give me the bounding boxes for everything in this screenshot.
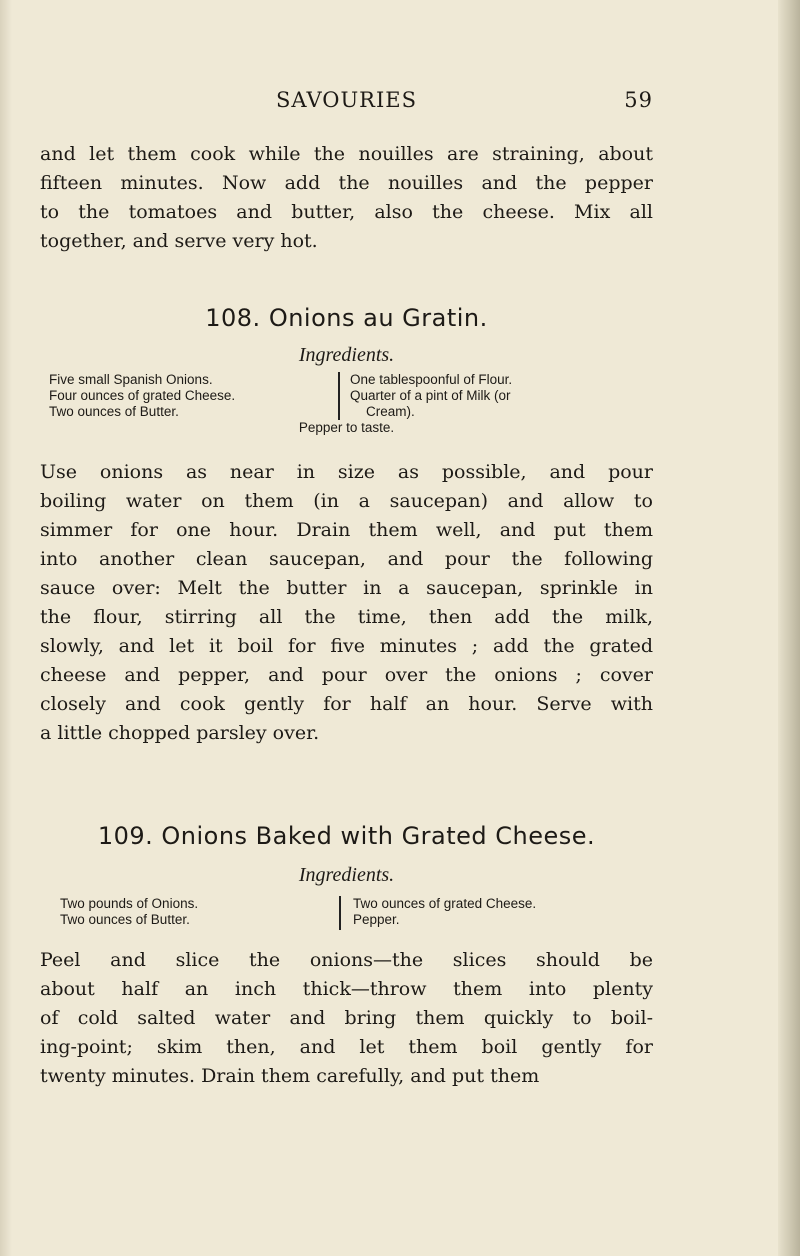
ingredient-item: Two ounces of Butter. bbox=[49, 404, 179, 419]
ingredient-item: Quarter of a pint of Milk (or bbox=[350, 388, 511, 403]
text-line: ing-point; skim then, and let them boil gently for bbox=[40, 1036, 653, 1058]
text-line: a little chopped parsley over. bbox=[40, 722, 320, 744]
text-line: of cold salted water and bring them quickly to boil- bbox=[40, 1007, 653, 1029]
page-number: 59 bbox=[624, 88, 653, 112]
running-head bbox=[40, 88, 653, 118]
text-line: cheese and pepper, and pour over the onions ; cover bbox=[40, 664, 653, 686]
recipe-108-ingredients-left bbox=[49, 372, 235, 420]
text-line: the flour, stirring all the time, then add the milk, bbox=[40, 606, 653, 628]
ingredient-item: Five small Spanish Onions. bbox=[49, 372, 213, 387]
text-line: twenty minutes. Drain them carefully, and put them bbox=[40, 1065, 540, 1087]
intro-paragraph bbox=[40, 140, 653, 256]
recipe-109-ingredients-left bbox=[60, 896, 198, 928]
ingredients-divider bbox=[338, 372, 340, 420]
page-gutter-left bbox=[0, 0, 12, 1256]
text-line: about half an inch thick—throw them into plenty bbox=[40, 978, 653, 1000]
ingredient-item: One tablespoonful of Flour. bbox=[350, 372, 513, 387]
ingredients-divider bbox=[339, 896, 341, 930]
page-edge-right bbox=[778, 0, 800, 1256]
ingredient-item: Cream). bbox=[366, 404, 415, 419]
text-line: into another clean saucepan, and pour the following bbox=[40, 548, 653, 570]
recipe-108-title: 108. Onions au Gratin. bbox=[205, 304, 488, 332]
ingredient-item: Two ounces of Butter. bbox=[60, 912, 190, 927]
text-line: closely and cook gently for half an hour. Serve with bbox=[40, 693, 653, 715]
text-line: boiling water on them (in a saucepan) and allow to bbox=[40, 490, 653, 512]
text-line: and let them cook while the nouilles are straining, about bbox=[40, 143, 653, 165]
recipe-108-ingredients-footer: Pepper to taste. bbox=[298, 420, 395, 435]
recipe-108-method bbox=[40, 458, 653, 748]
text-line: slowly, and let it boil for five minutes ; add the grated bbox=[40, 635, 653, 657]
ingredient-item: Pepper. bbox=[353, 912, 400, 927]
recipe-109-ingredients-heading: Ingredients. bbox=[298, 864, 395, 886]
ingredient-item: Two ounces of grated Cheese. bbox=[353, 896, 537, 911]
text-line: Use onions as near in size as possible, and pour bbox=[40, 461, 653, 483]
text-line: fifteen minutes. Now add the nouilles and the pepper bbox=[40, 172, 653, 194]
ingredient-item: Four ounces of grated Cheese. bbox=[49, 388, 236, 403]
recipe-109-title: 109. Onions Baked with Grated Cheese. bbox=[97, 822, 596, 850]
running-head-title: SAVOURIES bbox=[275, 88, 418, 112]
recipe-108-ingredients-right bbox=[350, 372, 512, 420]
recipe-109-ingredients-right bbox=[353, 896, 536, 928]
recipe-108-ingredients-heading: Ingredients. bbox=[298, 344, 395, 366]
ingredient-item: Two pounds of Onions. bbox=[60, 896, 199, 911]
text-line: simmer for one hour. Drain them well, and put them bbox=[40, 519, 653, 541]
text-line: Peel and slice the onions—the slices should be bbox=[40, 949, 653, 971]
text-line: together, and serve very hot. bbox=[40, 230, 318, 252]
text-line: to the tomatoes and butter, also the cheese. Mix all bbox=[40, 201, 653, 223]
recipe-109-method bbox=[40, 946, 653, 1091]
text-line: sauce over: Melt the butter in a saucepan, sprinkle in bbox=[40, 577, 653, 599]
